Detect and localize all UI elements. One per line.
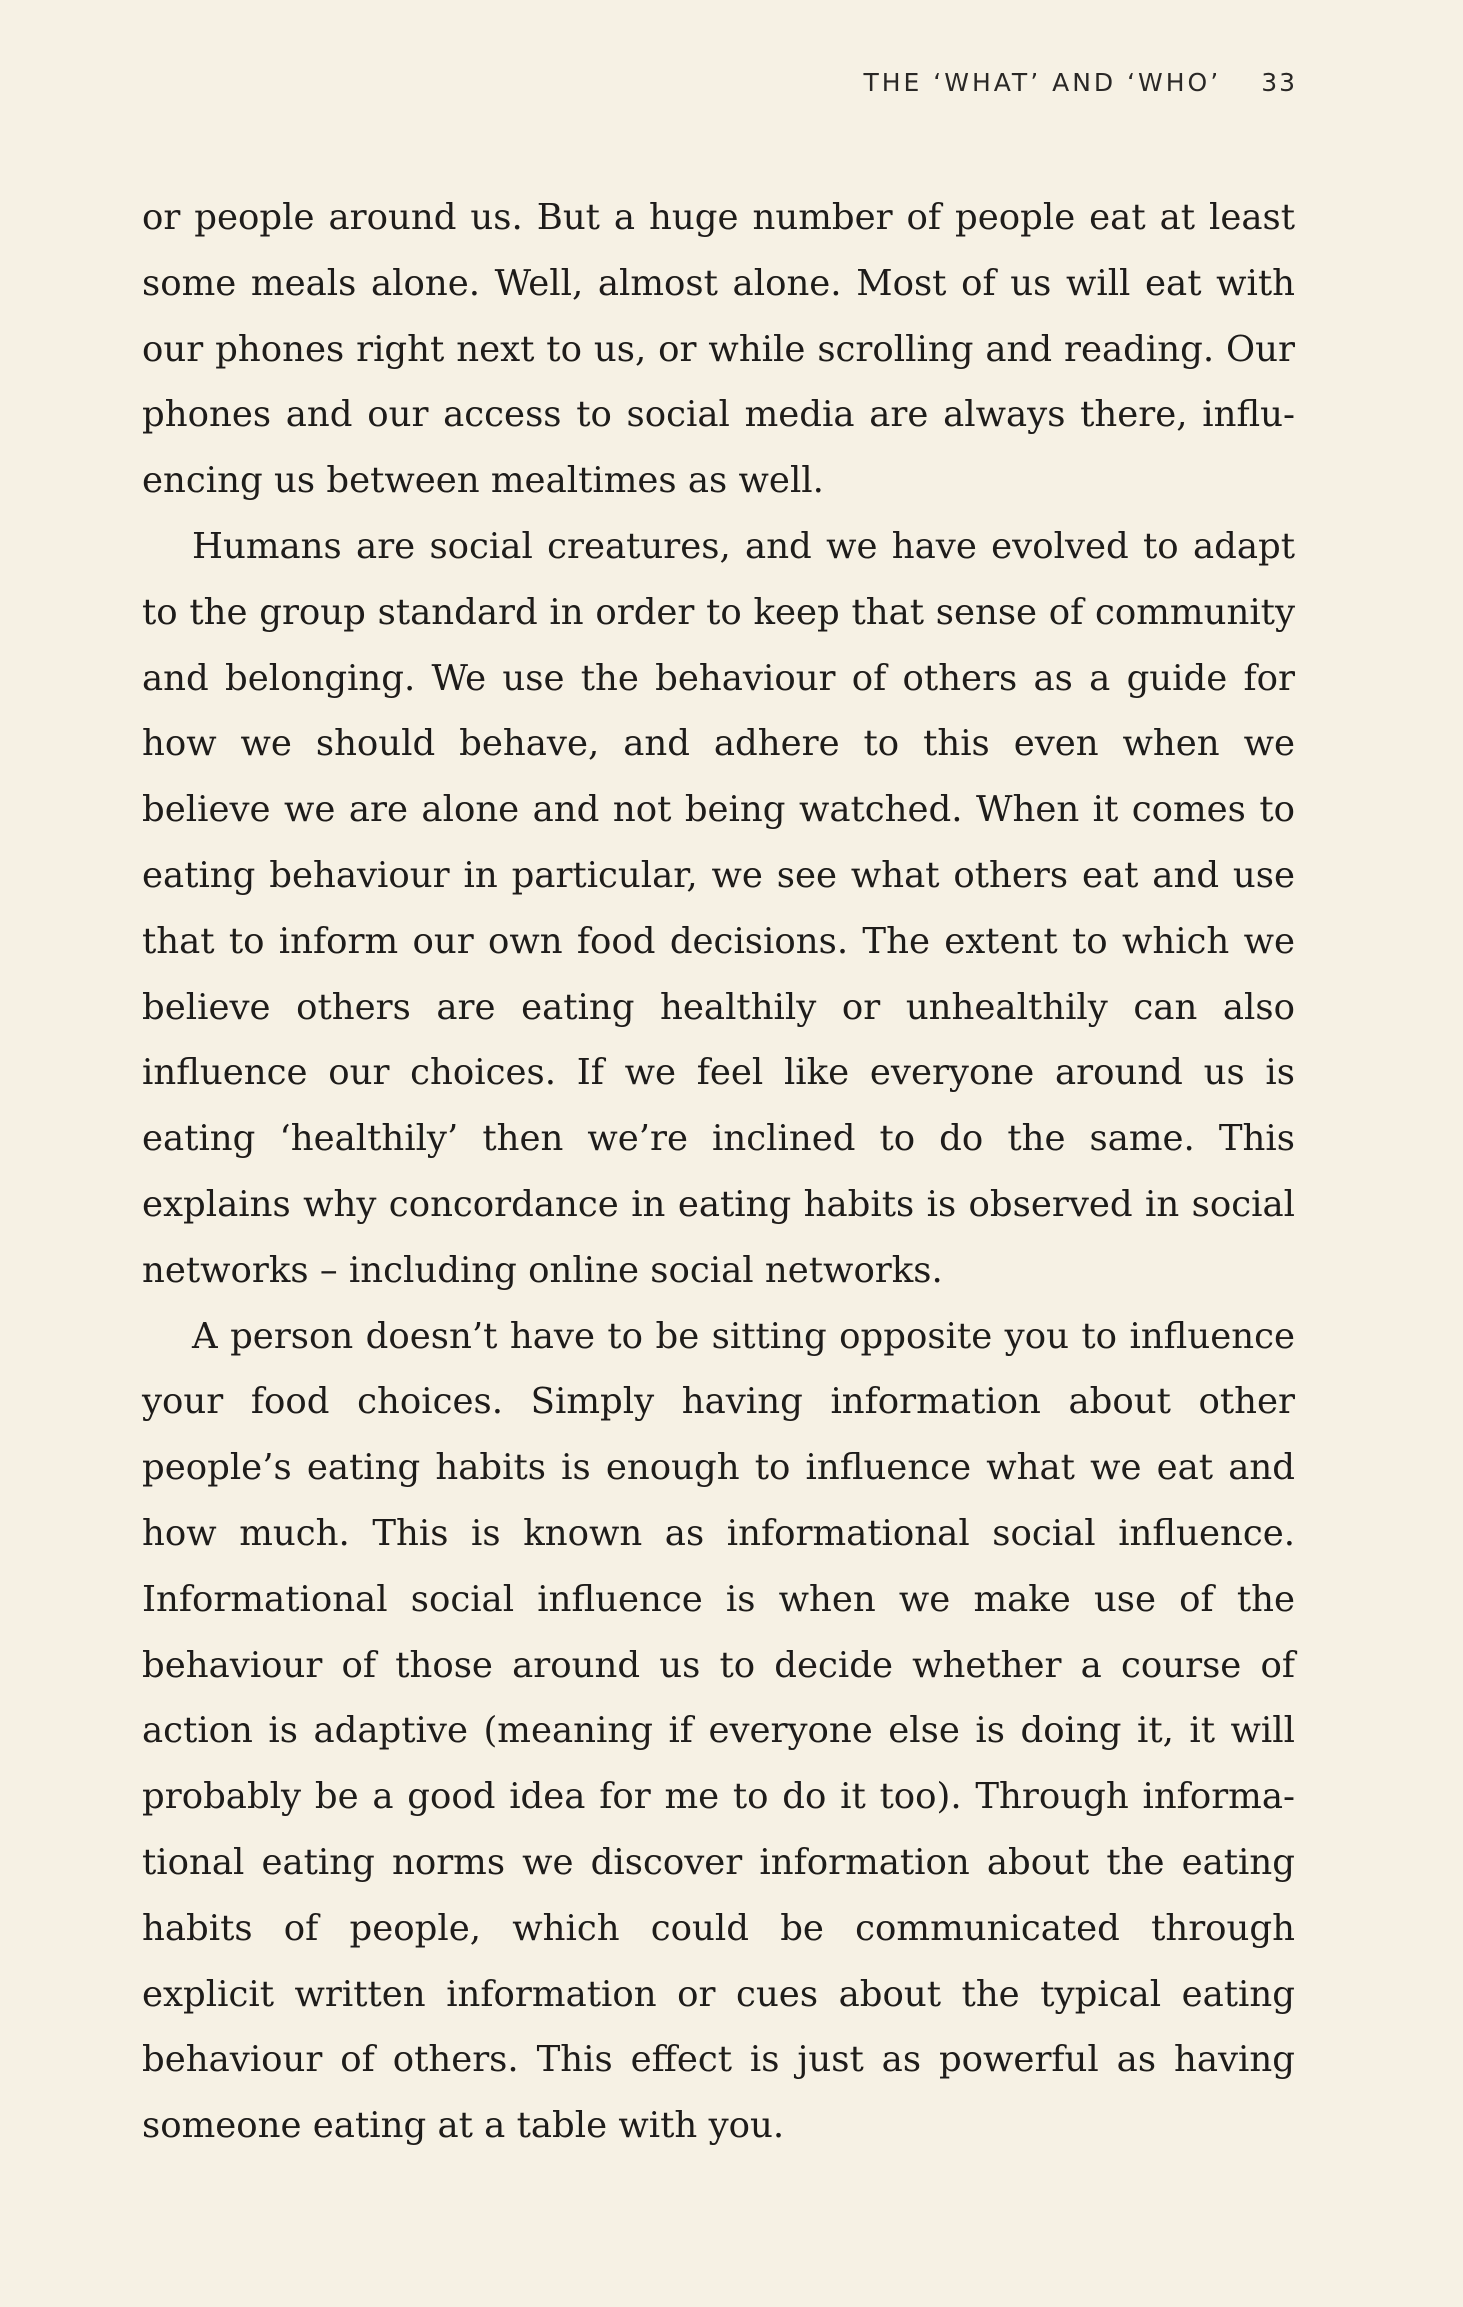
paragraph: A person doesn’t have to be sitting opposite you to influence your food choices. Simply having information about other people’s eating habits is enough to influence what we eat and how much. This is known as informational social influence. Informational social influence is when we make use of the behaviour of those around us to decide whether a course of action is adaptive (meaning if everyone else is doing it, it will probably be a good idea for me to do it too). Through informational eating norms we discover information about the eating habits of people, which could be communicated through explicit written information or cues about the typical eating behaviour of others. This effect is just as powerful as having someone eating at a table with you.	[142, 1315, 1295, 2147]
running-title: THE ‘WHAT’ AND ‘WHO’	[863, 68, 1222, 97]
paragraph: Humans are social creatures, and we have evolved to adapt to the group standard in order to keep that sense of community and belonging. We use the behaviour of others as a guide for how we should behave, and adhere to this even when we believe we are alone and not being watched. When it comes to eating behaviour in particular, we see what others eat and use that to inform our own food decisions. The extent to which we believe others are eating healthily or unhealthily can also influence our choices. If we feel like everyone around us is eating ‘healthily’ then we’re inclined to do the same. This explains why concordance in eating habits is observed in social networks – including online social networks.	[142, 525, 1295, 1291]
page-number: 33	[1261, 68, 1297, 97]
paragraph-continued: or people around us. But a huge number of people eat at least some meals alone. Well, almost alone. Most of us will eat with our phones right next to us, or while scrolling and reading. Our phones and our access to social media are always there, influencing us between mealtimes as well.	[142, 197, 1295, 502]
running-header	[863, 68, 1297, 97]
body-text	[142, 185, 1295, 2159]
